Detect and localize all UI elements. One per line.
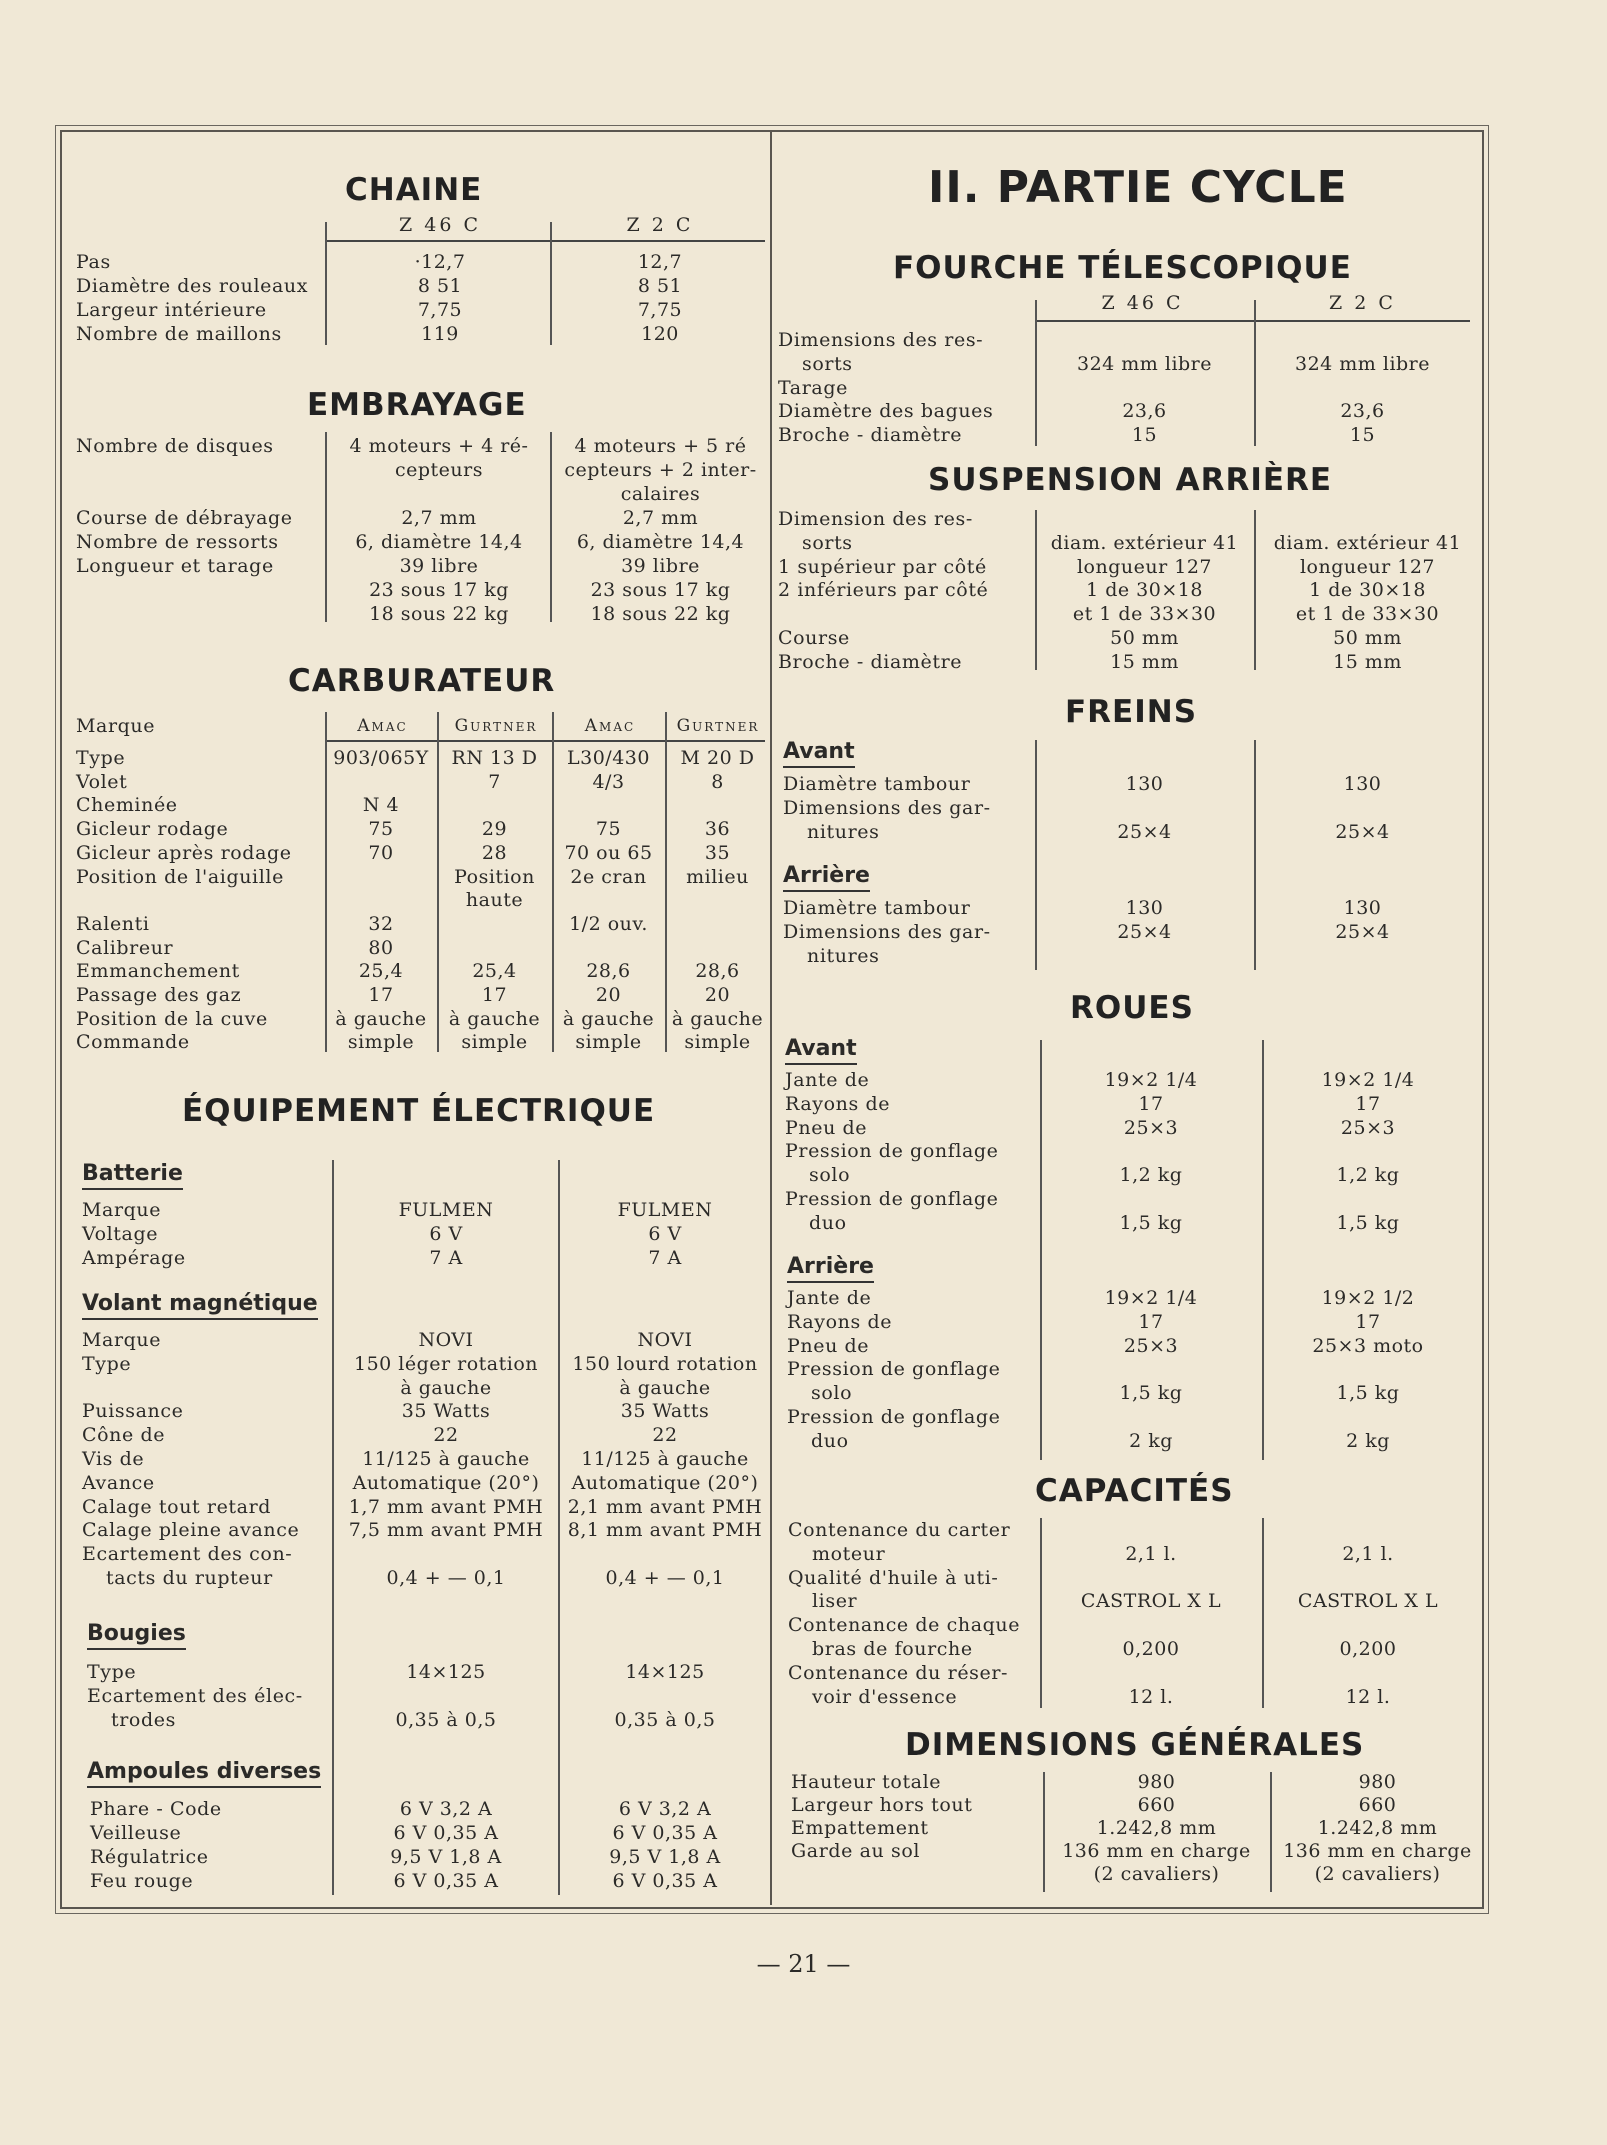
row-label: Empattement (791, 1817, 929, 1839)
row-value: 28 (481, 841, 508, 864)
chaine-header-rule (325, 240, 765, 242)
row-value: 1,5 kg (1119, 1382, 1183, 1405)
row-value: 29 (481, 818, 508, 841)
row-value: 7,75 (637, 299, 683, 321)
chaine-col2-header: Z 2 C (626, 214, 694, 236)
row-label: Nombre de ressorts (76, 531, 279, 553)
row-value: 75 (368, 818, 394, 841)
row-value: 12 l. (1345, 1685, 1391, 1708)
row-label: Ampérage (82, 1247, 186, 1269)
carburateur-brand-header: Gurtner (454, 716, 538, 736)
row-label: Voltage (82, 1223, 159, 1245)
row-value: 15 (1349, 424, 1376, 447)
row-label: Diamètre tambour (783, 773, 971, 795)
row-value: à gauche (400, 1376, 492, 1399)
row-label: sorts (802, 531, 853, 554)
row-label: Ecartement des élec- (87, 1684, 303, 1707)
row-value: 15 mm (1333, 650, 1402, 673)
row-label: Gicleur après rodage (76, 841, 292, 864)
row-value: 18 sous 22 kg (369, 603, 509, 625)
row-value: 6 V 0,35 A (393, 1870, 499, 1892)
row-value: à gauche (562, 1007, 655, 1030)
row-value: RN 13 D (451, 747, 538, 769)
row-label: Ralenti (76, 912, 150, 935)
row-label: duo (809, 1211, 847, 1234)
row-value: diam. extérieur 41 (1273, 531, 1462, 554)
row-value: 25×4 (1335, 921, 1390, 943)
row-value: 17 (1138, 1092, 1164, 1115)
row-value: 2,1 l. (1125, 1542, 1177, 1565)
row-label: Type (82, 1352, 132, 1375)
row-label: Passage des gaz (76, 984, 242, 1006)
embrayage-vline (550, 432, 552, 622)
row-value: 23 sous 17 kg (590, 579, 731, 601)
chaine-title: CHAINE (345, 172, 483, 208)
row-value: Automatique (20°) (571, 1471, 759, 1494)
row-label: Diamètre des rouleaux (76, 275, 309, 297)
row-label: Garde au sol (791, 1840, 921, 1862)
row-label: Jante de (785, 1069, 870, 1091)
fourche-header-rule (1035, 320, 1470, 322)
row-label: 2 inférieurs par côté (778, 579, 989, 602)
row-value: 7 A (429, 1247, 463, 1269)
row-value: 39 libre (399, 555, 479, 577)
row-label: Pression de gonflage (785, 1140, 999, 1163)
row-value: 6 V 3,2 A (618, 1798, 712, 1820)
row-value: Automatique (20°) (352, 1471, 540, 1494)
volant-subtitle: Volant magnétique (82, 1290, 318, 1320)
capacites-title: CAPACITÉS (1035, 1473, 1234, 1509)
row-value: 17 (368, 984, 394, 1006)
row-value: 22 (433, 1424, 459, 1447)
row-value: 25×3 moto (1312, 1334, 1424, 1357)
row-value: 12,7 (637, 251, 683, 273)
row-value: 70 ou 65 (564, 841, 653, 864)
row-value: 35 Watts (620, 1400, 710, 1423)
row-value: 20 (704, 984, 731, 1006)
row-value: 14×125 (625, 1661, 705, 1683)
row-value: 2e cran (570, 865, 647, 888)
row-value: longueur 127 (1076, 555, 1213, 578)
row-label: Contenance de chaque (788, 1614, 1021, 1637)
row-value: simple (575, 1031, 642, 1054)
row-value: cepteurs (395, 459, 483, 481)
row-value: 7,5 mm avant PMH (348, 1519, 544, 1542)
row-value: 2 kg (1346, 1429, 1390, 1452)
row-value: 15 (1131, 424, 1158, 447)
row-label: liser (812, 1590, 858, 1613)
row-label: Calage pleine avance (82, 1519, 300, 1542)
row-label: Course de débrayage (76, 507, 293, 529)
row-value: 75 (595, 818, 622, 841)
row-label: Broche - diamètre (778, 650, 963, 673)
row-value: 25×4 (1117, 921, 1172, 943)
row-label: Diamètre des bagues (778, 400, 994, 423)
row-value: CASTROL X L (1297, 1590, 1439, 1613)
row-label: Position de la cuve (76, 1007, 268, 1030)
row-label: nitures (807, 821, 880, 843)
row-value: 50 mm (1333, 627, 1402, 649)
row-value: et 1 de 33×30 (1295, 603, 1440, 626)
freins-title: FREINS (1065, 694, 1198, 730)
row-value: 1.242,8 mm (1317, 1817, 1438, 1839)
row-value: simple (461, 1031, 528, 1054)
row-label: Rayons de (787, 1310, 893, 1333)
row-value: 4 moteurs + 5 ré (574, 435, 747, 457)
row-value: M 20 D (680, 747, 755, 769)
row-value: 1,2 kg (1119, 1164, 1183, 1187)
row-value: 324 mm libre (1294, 352, 1431, 375)
row-value: 130 (1125, 773, 1164, 795)
row-value: 1,7 mm avant PMH (348, 1495, 544, 1518)
row-label: Hauteur totale (791, 1771, 942, 1793)
row-label: sorts (802, 352, 853, 375)
roues-title: ROUES (1070, 990, 1194, 1026)
row-value: 70 (368, 841, 394, 864)
row-value: 7 A (648, 1247, 682, 1269)
row-value: 4 moteurs + 4 ré- (349, 435, 529, 457)
row-value: cepteurs + 2 inter- (564, 459, 757, 481)
row-label: Feu rouge (90, 1870, 194, 1892)
roues-avant-subtitle: Avant (785, 1035, 857, 1065)
row-label: Position de l'aiguille (76, 865, 284, 888)
row-label: Pression de gonflage (785, 1188, 999, 1210)
row-value: 2,1 mm avant PMH (567, 1495, 763, 1518)
row-value: 130 (1343, 897, 1382, 919)
row-label: tacts du rupteur (106, 1567, 273, 1589)
row-value: 660 (1137, 1794, 1176, 1816)
row-value: 6, diamètre 14,4 (355, 531, 523, 553)
row-value: 18 sous 22 kg (590, 603, 731, 625)
row-value: 1,5 kg (1336, 1382, 1400, 1405)
row-value: 25×4 (1335, 821, 1390, 843)
row-value: 1.242,8 mm (1096, 1817, 1217, 1839)
row-label: Veilleuse (90, 1822, 182, 1844)
equipement-title: ÉQUIPEMENT ÉLECTRIQUE (182, 1093, 656, 1129)
row-label: voir d'essence (812, 1685, 958, 1708)
row-label: Emmanchement (76, 960, 240, 983)
row-value: 25×3 (1123, 1116, 1179, 1139)
row-label: Commande (76, 1031, 190, 1054)
row-label: Contenance du réser- (788, 1661, 1009, 1684)
row-value: 119 (421, 323, 459, 345)
row-label: Dimensions des gar- (783, 797, 991, 819)
row-value: 28,6 (695, 960, 740, 983)
row-value: 23,6 (1340, 400, 1385, 423)
row-value: longueur 127 (1299, 555, 1436, 578)
row-label: solo (809, 1164, 851, 1187)
row-value: 6, diamètre 14,4 (576, 531, 745, 553)
row-value: 130 (1125, 897, 1164, 919)
row-value: 25,4 (358, 960, 404, 983)
chaine-vline (550, 222, 552, 345)
row-value: 120 (641, 323, 679, 345)
column-divider (770, 130, 772, 1905)
row-value: 25×4 (1117, 821, 1172, 843)
chaine-vline (325, 222, 327, 345)
row-value: 6 V 0,35 A (393, 1822, 499, 1844)
row-value: 25×3 (1340, 1116, 1396, 1139)
row-value: simple (684, 1031, 751, 1054)
row-value: 50 mm (1110, 627, 1179, 649)
row-label: Dimensions des res- (778, 329, 984, 351)
row-value: 2,7 mm (401, 507, 477, 529)
row-label: Dimension des res- (778, 508, 973, 530)
row-label: Diamètre tambour (783, 897, 971, 919)
row-value: N 4 (362, 794, 400, 817)
row-value: 136 mm en charge (1062, 1840, 1251, 1862)
row-label: Avance (82, 1471, 155, 1494)
row-label: Longueur et tarage (76, 555, 274, 577)
row-value: 17 (1138, 1310, 1164, 1333)
row-value: CASTROL X L (1080, 1590, 1222, 1613)
row-value: 23,6 (1122, 400, 1167, 423)
row-value: 324 mm libre (1076, 352, 1213, 375)
row-value: 6 V 0,35 A (612, 1822, 718, 1844)
row-label: Contenance du carter (788, 1519, 1011, 1541)
row-value: FULMEN (617, 1199, 713, 1221)
row-value: 150 lourd rotation (572, 1352, 758, 1375)
row-value: 2 kg (1129, 1429, 1173, 1452)
row-value: 9,5 V 1,8 A (390, 1846, 502, 1868)
partie-cycle-title: II. PARTIE CYCLE (928, 162, 1348, 213)
row-value: 1,2 kg (1336, 1164, 1400, 1187)
row-value: 0,200 (1339, 1638, 1397, 1660)
carburateur-title: CARBURATEUR (288, 663, 556, 699)
page-number: — 21 — (756, 1950, 851, 1978)
row-value: 35 (704, 841, 731, 864)
row-value: 6 V (429, 1223, 463, 1245)
row-value: 0,200 (1122, 1638, 1180, 1660)
row-value: 2,7 mm (622, 507, 699, 529)
row-value: 1 de 30×18 (1086, 579, 1203, 602)
freins-avant-subtitle: Avant (783, 738, 855, 768)
row-label: moteur (812, 1542, 886, 1565)
row-value: 150 léger rotation (353, 1352, 539, 1375)
row-value: 980 (1137, 1771, 1176, 1793)
row-label: Gicleur rodage (76, 818, 229, 841)
row-label: Phare - Code (90, 1798, 222, 1820)
row-value: 6 V 3,2 A (399, 1798, 493, 1820)
suspension-title: SUSPENSION ARRIÈRE (928, 462, 1333, 498)
row-label: Qualité d'huile à uti- (788, 1566, 999, 1589)
row-value: 8 51 (637, 275, 683, 297)
row-value: 136 mm en charge (1283, 1840, 1472, 1862)
row-label: Dimensions des gar- (783, 921, 991, 943)
row-label: Rayons de (785, 1092, 891, 1115)
fourche-col1-header: Z 46 C (1101, 292, 1184, 314)
row-value: 1,5 kg (1119, 1211, 1183, 1234)
row-value: (2 cavaliers) (1314, 1863, 1441, 1885)
chaine-col1-header: Z 46 C (399, 214, 481, 236)
row-value: 39 libre (621, 555, 700, 577)
row-value: NOVI (418, 1329, 474, 1351)
row-label: Calibreur (76, 936, 174, 959)
row-value: calaires (620, 483, 701, 505)
row-value: 35 Watts (401, 1400, 491, 1423)
row-value: 19×2 1/4 (1321, 1069, 1415, 1091)
row-value: 8,1 mm avant PMH (567, 1519, 763, 1542)
row-value: ·12,7 (414, 251, 466, 273)
row-label: Pression de gonflage (787, 1358, 1001, 1381)
row-value: 7,75 (417, 299, 463, 321)
row-value: 0,4 + — 0,1 (605, 1567, 725, 1589)
freins-arriere-subtitle: Arrière (783, 862, 870, 892)
row-value: (2 cavaliers) (1093, 1863, 1220, 1885)
row-label: duo (811, 1429, 849, 1452)
embrayage-title: EMBRAYAGE (307, 387, 527, 423)
row-value: à gauche (671, 1007, 764, 1030)
row-label: solo (811, 1382, 853, 1405)
carburateur-brand-header: Gurtner (676, 716, 760, 736)
row-value: 903/065Y (333, 747, 429, 769)
row-value: 17 (1355, 1310, 1381, 1333)
row-label: Pression de gonflage (787, 1406, 1001, 1428)
row-value: 14×125 (406, 1661, 486, 1683)
row-value: 0,35 à 0,5 (614, 1708, 716, 1731)
row-value: 15 mm (1110, 650, 1179, 673)
row-label: Nombre de maillons (76, 323, 282, 345)
row-label: Course (778, 627, 850, 649)
row-value: 25,4 (472, 960, 517, 983)
row-value: 660 (1358, 1794, 1397, 1816)
row-value: haute (465, 889, 524, 912)
row-label: Tarage (778, 376, 848, 399)
row-value: 130 (1343, 773, 1382, 795)
row-value: diam. extérieur 41 (1050, 531, 1239, 554)
row-label: Vis de (82, 1448, 145, 1470)
row-value: 17 (481, 984, 508, 1006)
row-value: FULMEN (398, 1199, 494, 1221)
row-value: 1 de 30×18 (1309, 579, 1426, 602)
row-value: 17 (1355, 1092, 1381, 1115)
row-label: Largeur hors tout (791, 1794, 973, 1816)
row-value: 11/125 à gauche (362, 1448, 530, 1470)
row-label: Calage tout retard (82, 1495, 272, 1518)
row-value: L30/430 (567, 747, 650, 769)
carburateur-brand-header: Amac (357, 716, 408, 736)
batterie-subtitle: Batterie (82, 1160, 183, 1190)
row-value: 28,6 (586, 960, 631, 983)
row-label: nitures (807, 945, 880, 967)
carburateur-brand-header: Amac (584, 716, 636, 736)
row-label: Jante de (787, 1287, 872, 1309)
row-label: Cône de (82, 1424, 166, 1447)
row-label: Broche - diamètre (778, 424, 963, 447)
fourche-title: FOURCHE TÉLESCOPIQUE (893, 250, 1352, 286)
dimensions-title: DIMENSIONS GÉNÉRALES (905, 1727, 1365, 1763)
row-label: bras de fourche (812, 1638, 973, 1660)
ampoules-subtitle: Ampoules diverses (87, 1758, 321, 1788)
row-value: 7 (488, 770, 501, 793)
row-value: 22 (652, 1424, 678, 1447)
carburateur-brand-label: Marque (76, 715, 156, 737)
row-value: NOVI (637, 1329, 693, 1351)
row-value: 0,4 + — 0,1 (386, 1567, 506, 1589)
row-value: 32 (368, 912, 394, 935)
row-value: et 1 de 33×30 (1072, 603, 1217, 626)
row-value: 4/3 (592, 770, 625, 793)
row-value: 6 V 0,35 A (612, 1870, 718, 1892)
row-label: Largeur intérieure (76, 299, 267, 321)
row-value: 36 (704, 818, 731, 841)
row-value: 8 (711, 770, 724, 793)
row-value: 1/2 ouv. (569, 912, 648, 935)
row-value: 0,35 à 0,5 (395, 1708, 497, 1731)
row-value: 19×2 1/4 (1104, 1287, 1198, 1309)
row-value: 19×2 1/2 (1321, 1287, 1415, 1309)
row-value: 6 V (648, 1223, 682, 1245)
fourche-col2-header: Z 2 C (1329, 292, 1396, 314)
row-value: à gauche (335, 1007, 427, 1030)
row-label: trodes (111, 1708, 176, 1731)
row-value: 980 (1358, 1771, 1397, 1793)
row-value: 2,1 l. (1342, 1542, 1394, 1565)
row-label: Pneu de (787, 1334, 870, 1357)
row-value: 9,5 V 1,8 A (609, 1846, 721, 1868)
row-label: Nombre de disques (76, 435, 274, 457)
equipement-vline (332, 1160, 334, 1895)
row-value: milieu (686, 865, 749, 888)
row-value: 11/125 à gauche (581, 1448, 749, 1470)
row-value: à gauche (619, 1376, 711, 1399)
row-value: 19×2 1/4 (1104, 1069, 1198, 1091)
row-value: 20 (595, 984, 622, 1006)
row-label: Marque (82, 1199, 162, 1221)
row-label: Marque (82, 1329, 162, 1351)
row-label: Pneu de (785, 1116, 868, 1139)
row-label: Régulatrice (90, 1846, 209, 1868)
row-value: 25×3 (1123, 1334, 1179, 1357)
bougies-subtitle: Bougies (87, 1620, 186, 1650)
row-value: 80 (368, 936, 394, 959)
row-label: Cheminée (76, 794, 178, 817)
carburateur-header-rule (325, 740, 765, 742)
roues-arriere-subtitle: Arrière (787, 1253, 874, 1283)
row-label: Ecartement des con- (82, 1543, 293, 1566)
row-value: 1,5 kg (1336, 1211, 1400, 1234)
row-label: 1 supérieur par côté (778, 555, 987, 578)
row-value: 8 51 (417, 275, 463, 297)
embrayage-vline (325, 432, 327, 622)
row-value: à gauche (448, 1007, 541, 1030)
row-value: 23 sous 17 kg (369, 579, 509, 601)
row-label: Pas (76, 251, 111, 273)
row-label: Puissance (82, 1400, 184, 1423)
row-value: Position (454, 865, 535, 888)
row-label: Type (76, 747, 126, 769)
row-value: 12 l. (1128, 1685, 1174, 1708)
row-value: simple (347, 1031, 415, 1054)
row-label: Volet (76, 770, 128, 793)
row-label: Type (87, 1661, 137, 1683)
